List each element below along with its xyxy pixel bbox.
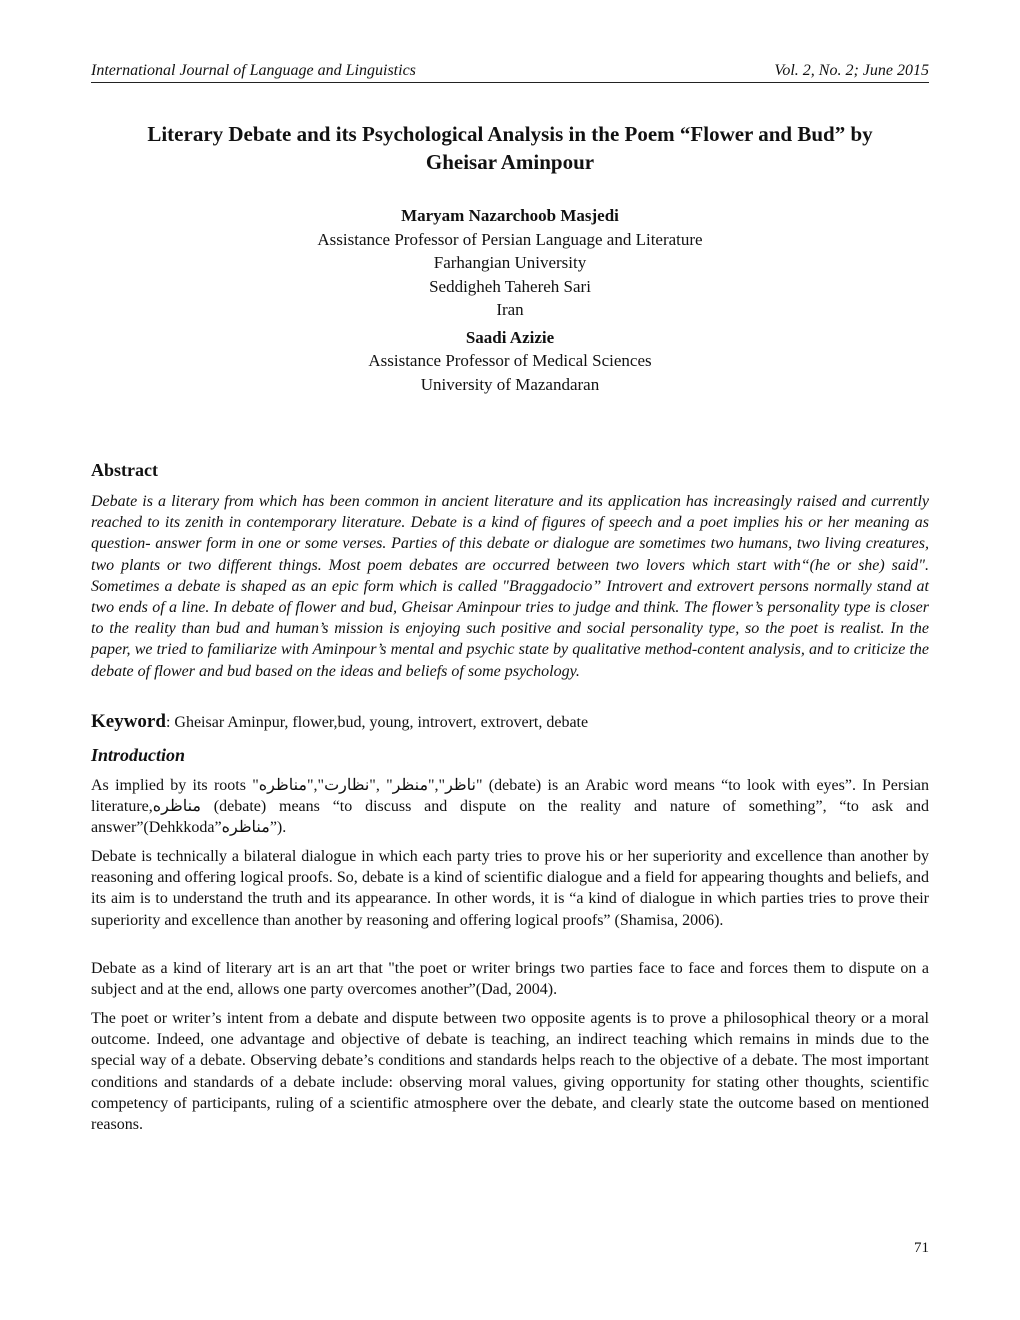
intro-paragraph-4: The poet or writer’s intent from a debate and dispute between two opposite agents is to prove a philosophical theory or a moral outcome. Indeed, one advantage and objective of debate is teaching, an indirect teaching which remains in minds due to the special way of a debate. Observing debate’s conditions and standards helps reach to the objective of a debate. The most important conditions and standards of a debate include: observing moral values, giving opportunity for stating other thoughts, scientific competency of participants, ruling of a scientific atmosphere over the debate, and clearly state the outcome based on mentioned reasons. [91, 1010, 929, 1134]
author-1-country: Iran [496, 300, 524, 319]
keyword-list: : Gheisar Aminpur, flower,bud, young, introvert, extrovert, debate [165, 714, 589, 731]
paper-title [91, 120, 929, 176]
abstract-text: Debate is a literary from which has been common in ancient literature and its application has increasingly raised and currently reached to its zenith in contemporary literature. Debate is a kind of figures of speech and a poet implies his or her meaning as question- answer form in one or some verses. Parties of this debate or dialogue are sometimes two humans, two living creatures, two plants or two different things. Most poem debates are occurred between two lovers which start with“(he or she) said". Sometimes a debate is shaped as an epic form which is called "Braggadocio” Introvert and extrovert persons normally stand at two ends of a line. In debate of flower and bud, Gheisar Aminpour tries to judge and think. The flower’s personality type is closer to the reality than bud and human’s mission is enjoying such positive and social personality type, so the poet is realist. In the paper, we tried to familiarize with Aminpour’s mental and psychic state by qualitative method-content analysis, and to criticize the debate of flower and bud based on the ideas and beliefs of some psychology. [91, 493, 929, 680]
title-line-1: Literary Debate and its Psychological Analysis in the Poem “Flower and Bud” by [147, 122, 873, 146]
author-1-name: Maryam Nazarchoob Masjedi [401, 206, 619, 225]
author-2-university: University of Mazandaran [420, 374, 600, 394]
page-number: 71 [914, 1240, 929, 1256]
author-1-university: Farhangian University [433, 253, 587, 272]
issue-info: Vol. 2, No. 2; June 2015 [774, 62, 929, 79]
abstract-heading: Abstract [91, 460, 158, 480]
journal-name: International Journal of Language and Linguistics [91, 62, 416, 79]
running-header [91, 62, 929, 83]
author-2-name: Saadi Azizie [465, 327, 555, 347]
title-line-2: Gheisar Aminpour [425, 150, 595, 174]
author-block [91, 204, 929, 396]
author-2-position: Assistance Professor of Medical Sciences [368, 351, 652, 370]
keywords-line [91, 711, 929, 734]
intro-paragraph-2: Debate is technically a bilateral dialogue in which each party tries to prove his or her superiority and excellence than another by reasoning and offering logical proofs. So, debate is a kind of scientific dialogue and a field for appearing thoughts and beliefs, and its aim is to understand the truth and its appearance. In other words, it is “a kind of dialogue in which parties tries to prove their superiority and excellence than another by reasoning and offering logical proofs” (Shamisa, 2006). [91, 848, 929, 929]
intro-paragraph-1: As implied by its roots "ناظر","منظر" ,"نظارت","مناظره" (debate) is an Arabic word means “to look with eyes”. In Persian literature,مناظره (debate) means “to discuss and dispute on the reality and nature of something”, “to ask and answer”(Dehkkoda”مناظره”). [91, 777, 930, 837]
author-1-position: Assistance Professor of Persian Language and Literature [317, 229, 703, 249]
introduction-heading: Introduction [91, 745, 186, 765]
keyword-label: Keyword [91, 711, 166, 732]
intro-paragraph-3: Debate as a kind of literary art is an art that "the poet or writer brings two parties face to face and forces them to dispute on a subject and at the end, allows one party overcomes another”(Dad, 2004). [91, 960, 929, 999]
author-1-campus: Seddigheh Tahereh Sari [429, 276, 591, 296]
